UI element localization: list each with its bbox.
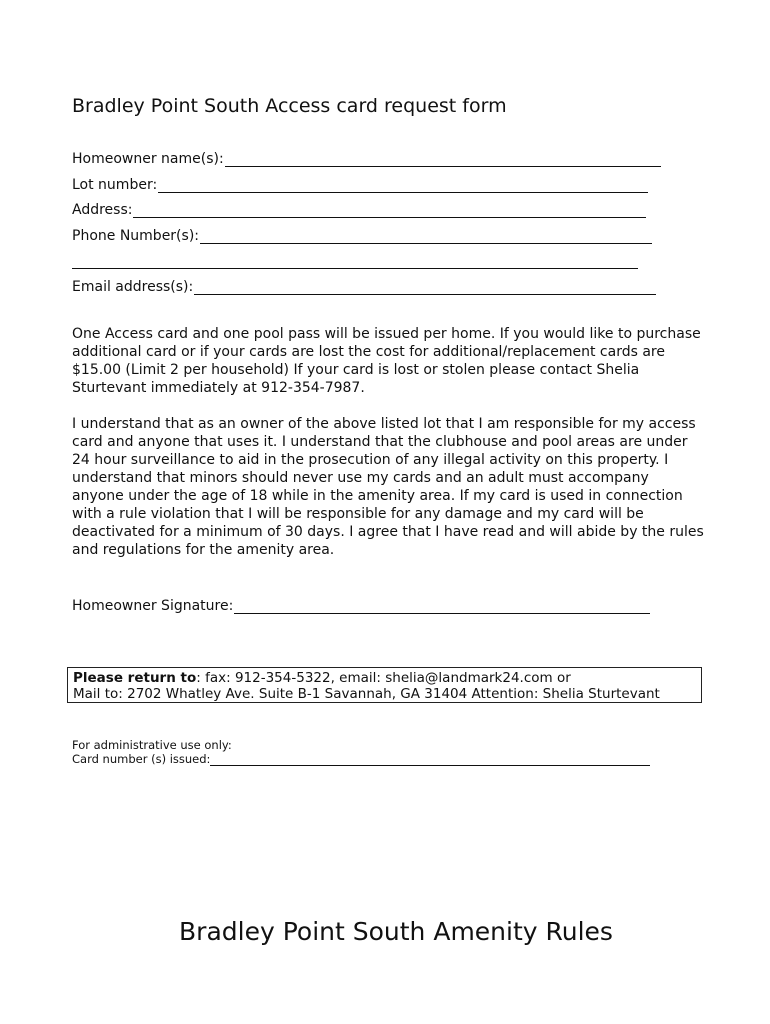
lot-number-line[interactable] [158,178,648,193]
email-label: Email address(s): [72,279,194,295]
homeowner-names-field[interactable] [72,149,661,167]
email-line[interactable] [194,280,656,295]
card-number-line[interactable] [210,753,650,766]
signature-label: Homeowner Signature: [72,598,234,614]
lot-number-field[interactable] [72,175,648,193]
phone-numbers-field[interactable] [72,226,652,244]
return-line-1 [73,670,701,686]
paragraph-pricing-text: One Access card and one pool pass will be issued per home. If you would like to purchase additional card or if your cards are lost the cost for additional/replacement cards are $15.00 (Limit 2 per household) If your card is lost or stolen please contact Shelia Sturtevant immediately at 912-354-7987. [72,326,701,396]
paragraph-agreement [72,415,704,559]
phone-numbers-line[interactable] [200,229,652,244]
admin-heading: For administrative use only: [72,738,232,752]
return-contact-text: : fax: 912-354-5322, email: shelia@landmark24.com or [196,670,571,686]
return-line-2: Mail to: 2702 Whatley Ave. Suite B-1 Savannah, GA 31404 Attention: Shelia Sturtevant [73,686,660,702]
address-label: Address: [72,202,133,218]
paragraph-pricing [72,325,702,397]
homeowner-names-label: Homeowner name(s): [72,151,224,167]
return-bold-label: Please return to [73,670,197,686]
return-info-box [67,667,702,703]
homeowner-names-line[interactable] [225,152,661,167]
amenity-rules-title: Bradley Point South Amenity Rules [179,917,613,946]
signature-field[interactable] [72,596,650,614]
card-number-field[interactable] [72,752,650,766]
address-line[interactable] [133,203,646,218]
extra-blank-line[interactable] [72,254,638,269]
address-field[interactable] [72,200,646,218]
card-number-label: Card number (s) issued: [72,752,211,766]
email-field[interactable] [72,277,656,295]
paragraph-agreement-text: I understand that as an owner of the above listed lot that I am responsible for my access card and anyone that uses it. I understand that the clubhouse and pool areas are under 24 hour surveillance to aid in the prosecution of any illegal activity on this property. I understand that minors should never use my cards and an adult must accompany anyone under the age of 18 while in the amenity area. If my card is used in connection with a rule violation that I will be responsible for any damage and my card will be deactivated for a minimum of 30 days. I agree that I have read and will abide by the rules and regulations for the amenity area. [72,416,704,558]
signature-line[interactable] [234,599,650,614]
lot-number-label: Lot number: [72,177,158,193]
phone-numbers-label: Phone Number(s): [72,228,199,244]
form-title: Bradley Point South Access card request form [72,95,507,117]
